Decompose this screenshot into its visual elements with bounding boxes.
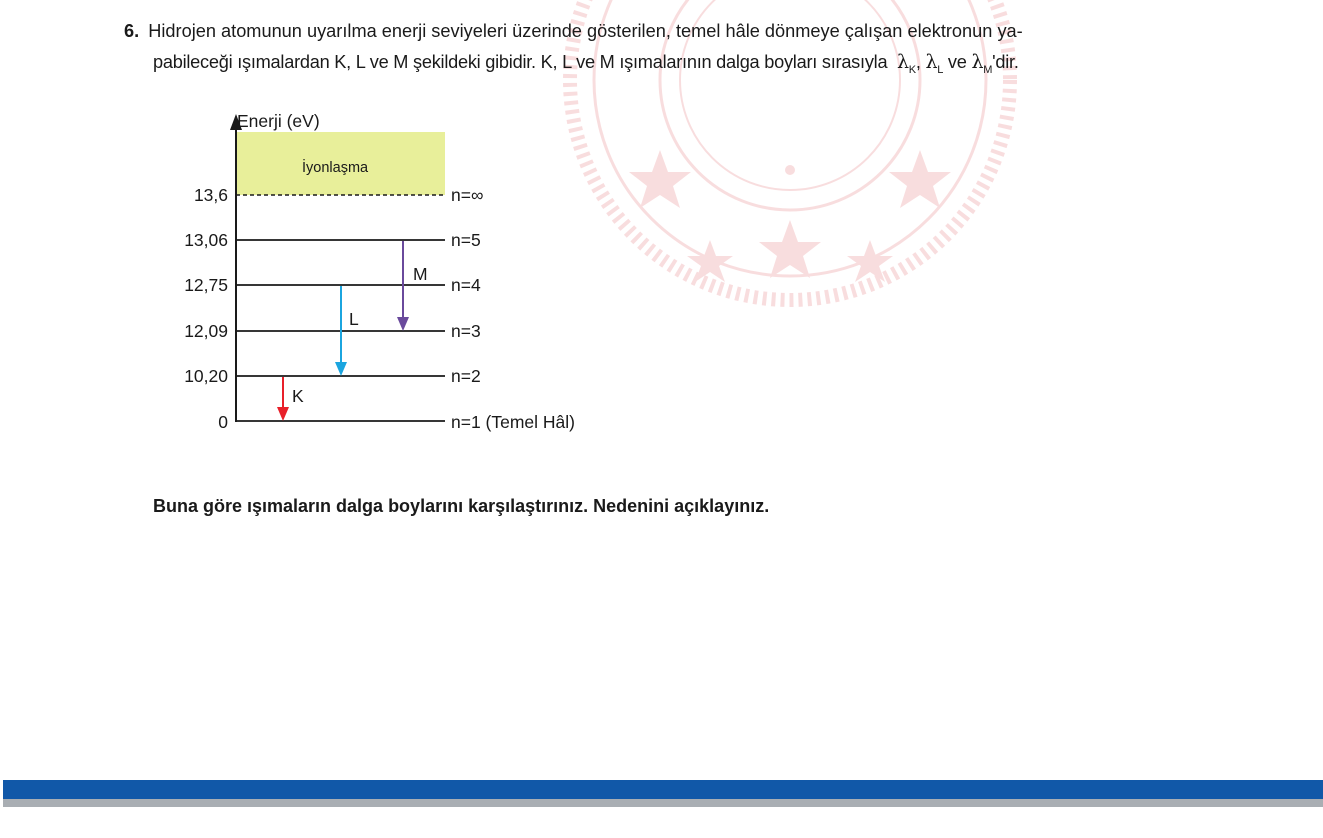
lambda-symbol: λ	[896, 51, 909, 73]
ionization-label: İyonlaşma	[302, 160, 369, 176]
level-label: n=2	[451, 366, 481, 386]
transition-label-k: K	[292, 386, 304, 406]
footer-gray-bar	[3, 799, 1323, 807]
level-label: n=5	[451, 230, 481, 250]
arrowhead-l-icon	[335, 362, 347, 376]
question-number: 6.	[124, 21, 140, 41]
separator-comma: ,	[915, 52, 926, 72]
question-line-2-end: 'dir.	[992, 52, 1019, 72]
energy-value: 13,6	[193, 185, 228, 205]
lambda-l-subscript: L	[937, 63, 944, 76]
energy-value: 13,06	[184, 230, 228, 250]
energy-value: 0	[218, 412, 228, 432]
level-label: n=∞	[451, 185, 484, 205]
arrowhead-m-icon	[397, 317, 409, 331]
transition-label-m: M	[413, 264, 428, 284]
lambda-m-subscript: M	[983, 63, 993, 76]
arrowhead-k-icon	[277, 407, 289, 421]
footer-blue-bar	[3, 780, 1323, 799]
lambda-symbol: λ	[971, 51, 984, 73]
lambda-k-subscript: K	[908, 63, 916, 76]
axis-label: Enerji (eV)	[237, 111, 320, 131]
question-text-line-1: Hidrojen atomunun uyarılma enerji seviyeleri üzerinde gösterilen, temel hâle dönmeye çalışan elektronun ya-	[148, 21, 1023, 41]
separator-ve: ve	[943, 52, 972, 72]
energy-value: 12,75	[184, 275, 228, 295]
lambda-symbol: λ	[925, 51, 938, 73]
level-label: n=3	[451, 321, 481, 341]
level-label: n=1 (Temel Hâl)	[451, 412, 576, 432]
energy-value: 10,20	[184, 366, 228, 386]
question-prompt: Buna göre ışımaların dalga boylarını karşılaştırınız. Nedenini açıklayınız.	[153, 496, 770, 516]
energy-value: 12,09	[184, 321, 228, 341]
level-label: n=4	[451, 275, 481, 295]
question-text-line-2: pabileceği ışımalardan K, L ve M şekildeki gibidir. K, L ve M ışımalarının dalga boyları sırasıyla	[153, 52, 888, 72]
transition-label-l: L	[349, 309, 359, 329]
